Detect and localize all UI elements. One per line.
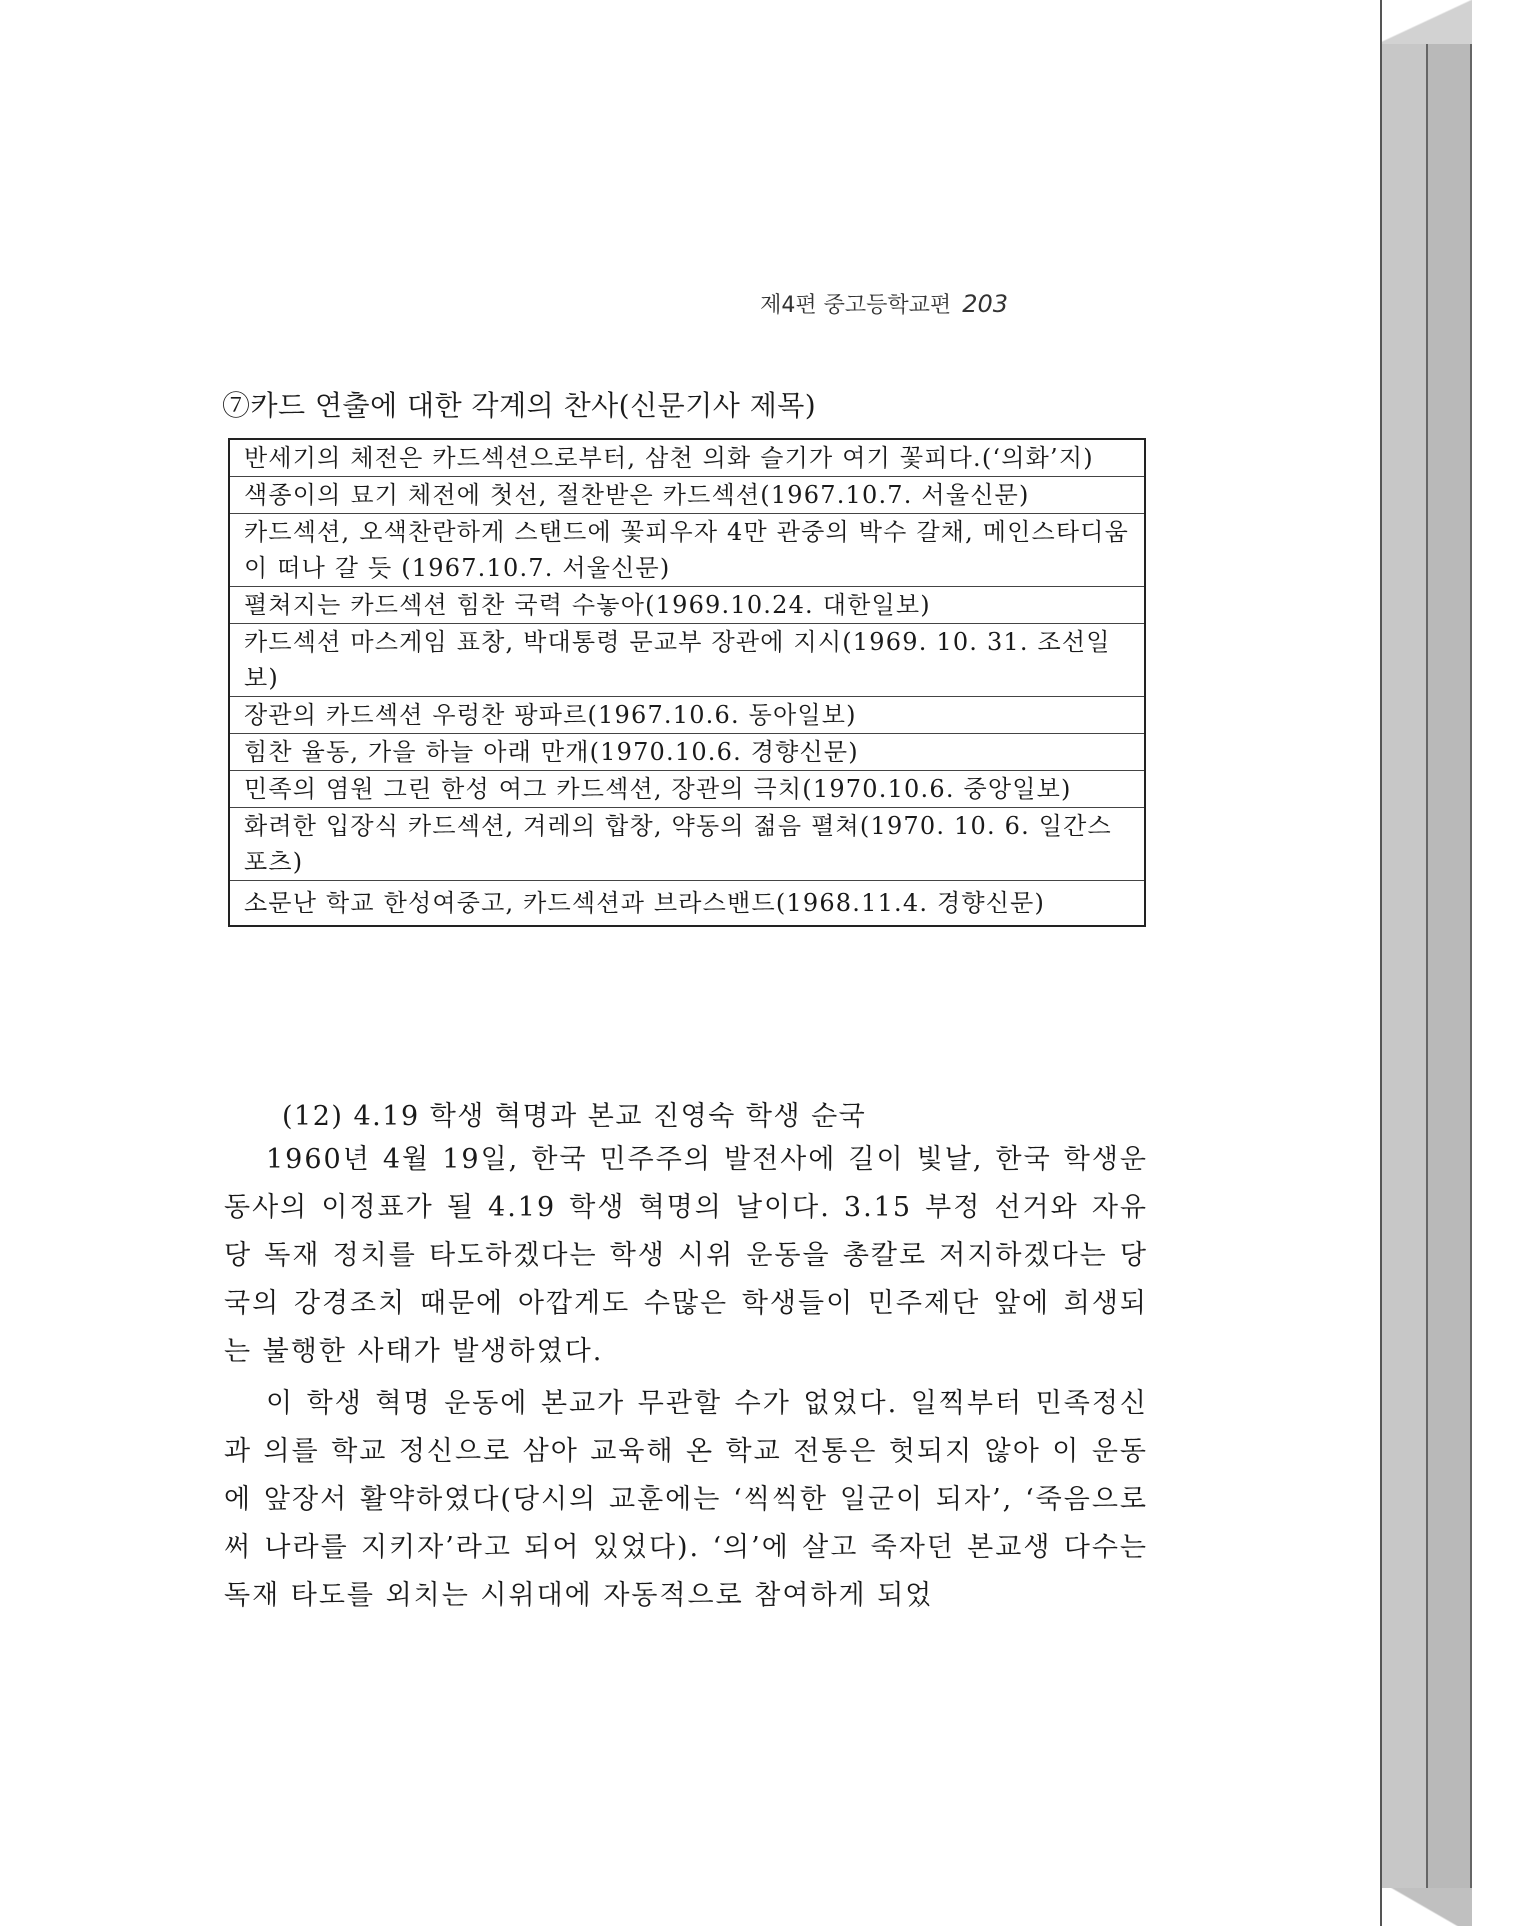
running-header [700, 288, 1008, 319]
table-row [229, 734, 1145, 771]
table-cell: 민족의 염원 그린 한성 여그 카드섹션, 장관의 극치(1970.10.6. 중앙일보) [229, 771, 1145, 808]
table-row [229, 439, 1145, 477]
subsection-title: (12) 4.19 학생 혁명과 본교 진영숙 학생 순국 [282, 1101, 867, 1132]
table-row [229, 808, 1145, 881]
table-cell: 장관의 카드섹션 우렁찬 팡파르(1967.10.6. 동아일보) [229, 697, 1145, 734]
table-row [229, 881, 1145, 927]
page-edge [1380, 4, 1428, 1922]
table-row [229, 697, 1145, 734]
table-row [229, 587, 1145, 624]
section-heading: ⑦카드 연출에 대한 각계의 찬사(신문기사 제목) [222, 389, 817, 422]
table-row [229, 624, 1145, 697]
table-cell: 반세기의 체전은 카드섹션으로부터, 삼천 의화 슬기가 여기 꽃피다.(‘의화’지) [229, 439, 1145, 477]
running-header-section: 제4편 중고등학교편 [760, 293, 952, 318]
table-cell: 힘찬 율동, 가을 하늘 아래 만개(1970.10.6. 경향신문) [229, 734, 1145, 771]
page-fold [1380, 0, 1472, 44]
table-row [229, 514, 1145, 587]
page-number: 203 [962, 290, 1008, 318]
table-cell: 화려한 입장식 카드섹션, 겨레의 합창, 약동의 젊음 펼쳐(1970. 10. 6. 일간스포츠) [229, 808, 1145, 881]
table-cell: 펼쳐지는 카드섹션 힘찬 국력 수놓아(1969.10.24. 대한일보) [229, 587, 1145, 624]
table-cell: 카드섹션 마스게임 표창, 박대통령 문교부 장관에 지시(1969. 10. 31. 조선일보) [229, 624, 1145, 697]
table-row [229, 477, 1145, 514]
table-cell: 카드섹션, 오색찬란하게 스탠드에 꽃피우자 4만 관중의 박수 갈채, 메인스타디움이 떠나 갈 듯 (1967.10.7. 서울신문) [229, 514, 1145, 587]
headline-table [228, 438, 1146, 927]
body-paragraph: 1960년 4월 19일, 한국 민주주의 발전사에 길이 빛날, 한국 학생운동사의 이정표가 될 4.19 학생 혁명의 날이다. 3.15 부정 선거와 자유당 독재 정치를 타도하겠다는 학생 시위 운동을 총칼로 저지하겠다는 당국의 강경조치 때문에 아깝게도 수많은 학생들이 민주제단 앞에 희생되는 불행한 사태가 발생하였다. [224, 1144, 1148, 1367]
body-paragraph: 이 학생 혁명 운동에 본교가 무관할 수가 없었다. 일찍부터 민족정신과 의를 학교 정신으로 삼아 교육해 온 학교 전통은 헛되지 않아 이 운동에 앞장서 활약하였다(당시의 교훈에는 ‘씩씩한 일군이 되자’, ‘죽음으로써 나라를 지키자’라고 되어 있었다). ‘의’에 살고 죽자던 본교생 다수는 독재 타도를 외치는 시위대에 자동적으로 참여하게 되었 [224, 1388, 1148, 1611]
table-cell: 색종이의 묘기 체전에 첫선, 절찬받은 카드섹션(1967.10.7. 서울신문) [229, 477, 1145, 514]
page-fold [1380, 1888, 1472, 1926]
page-edge [1426, 34, 1472, 1892]
table-row [229, 771, 1145, 808]
table-cell: 소문난 학교 한성여중고, 카드섹션과 브라스밴드(1968.11.4. 경향신문) [244, 889, 1046, 917]
